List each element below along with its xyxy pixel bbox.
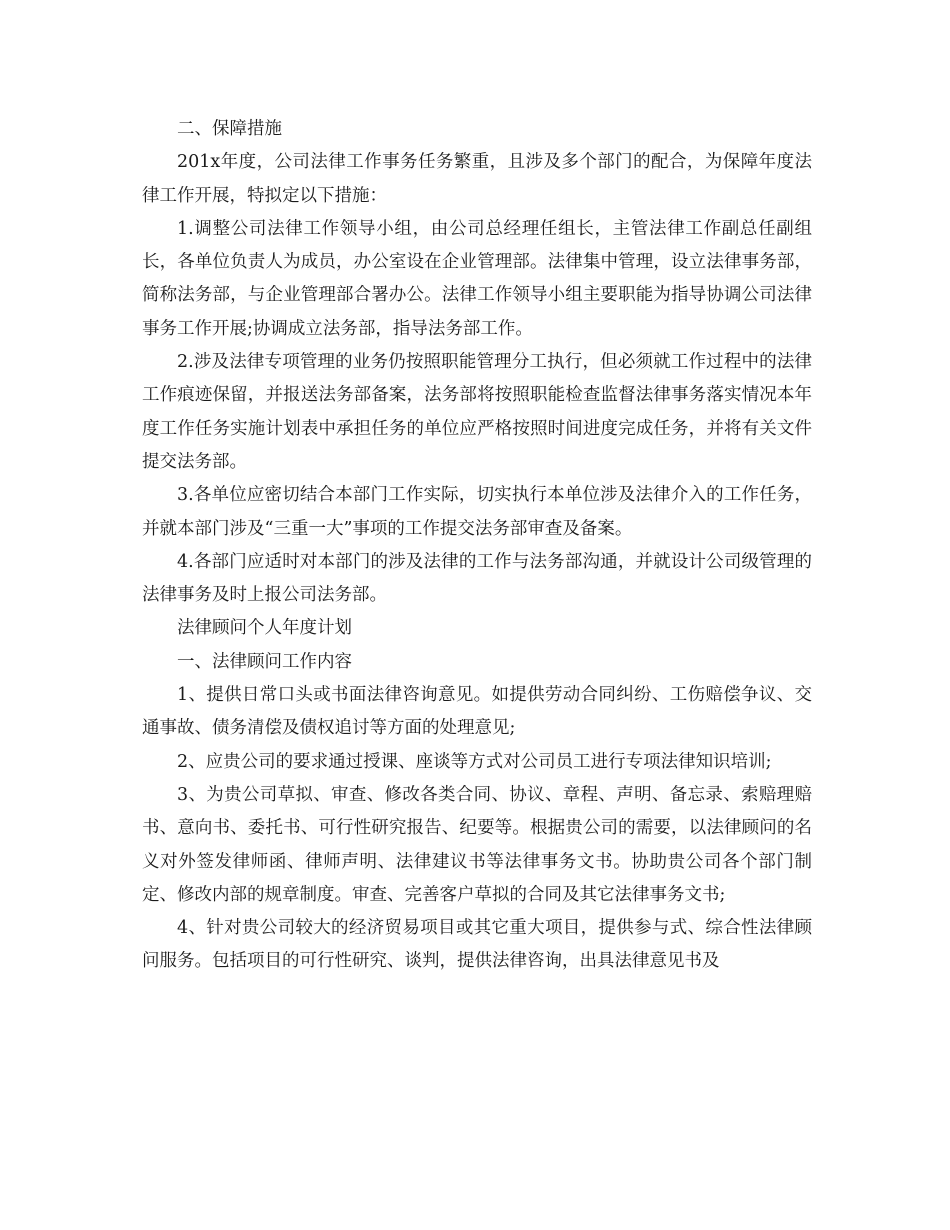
measure-item-4: 4.各部门应适时对本部门的涉及法律的工作与法务部沟通，并就设计公司级管理的法律事务及时上报公司法务部。: [142, 551, 812, 606]
content-item-2: 2、应贵公司的要求通过授课、座谈等方式对公司员工进行专项法律知识培训;: [177, 751, 772, 772]
measure-item-1: 1.调整公司法律工作领导小组，由公司总经理任组长，主管法律工作副总任副组长，各单位负责人为成员，办公室设在企业管理部。法律集中管理，设立法律事务部，简称法务部，与企业管理部合署办公。法律工作领导小组主要职能为指导协调公司法律事务工作开展;协调成立法务部，指导法务部工作。: [142, 218, 812, 339]
document-body: [142, 113, 812, 979]
section-heading: 二、保障措施: [177, 119, 282, 139]
measure-item-2: 2.涉及法律专项管理的业务仍按照职能管理分工执行，但必须就工作过程中的法律工作痕迹保留，并报送法务部备案，法务部将按照职能检查监督法律事务落实情况本年度工作任务实施计划表中承担任务的单位应严格按照时间进度完成任务，并将有关文件提交法务部。: [142, 352, 812, 472]
intro-paragraph: 201x年度，公司法律工作事务任务繁重，且涉及多个部门的配合，为保障年度法律工作开展，特拟定以下措施：: [142, 152, 812, 206]
measure-item-3: 3.各单位应密切结合本部门工作实际，切实执行本单位涉及法律介入的工作任务，并就本部门涉及“三重一大”事项的工作提交法务部审查及备案。: [142, 485, 812, 539]
content-item-4: 4、针对贵公司较大的经济贸易项目或其它重大项目，提供参与式、综合性法律顾问服务。包括项目的可行性研究、谈判，提供法律咨询，出具法律意见书及: [142, 918, 812, 972]
content-item-1: 1、提供日常口头或书面法律咨询意见。如提供劳动合同纠纷、工伤赔偿争议、交通事故、债务清偿及债权追讨等方面的处理意见;: [142, 685, 812, 739]
content-item-3: 3、为贵公司草拟、审查、修改各类合同、协议、章程、声明、备忘录、索赔理赔书、意向书、委托书、可行性研究报告、纪要等。根据贵公司的需要，以法律顾问的名义对外签发律师函、律师声明、法律建议书等法律事务文书。协助贵公司各个部门制定、修改内部的规章制度。审查、完善客户草拟的合同及其它法律事务文书;: [142, 784, 812, 905]
plan-title: 法律顾问个人年度计划: [177, 618, 352, 639]
section-heading: 一、法律顾问工作内容: [177, 651, 352, 672]
